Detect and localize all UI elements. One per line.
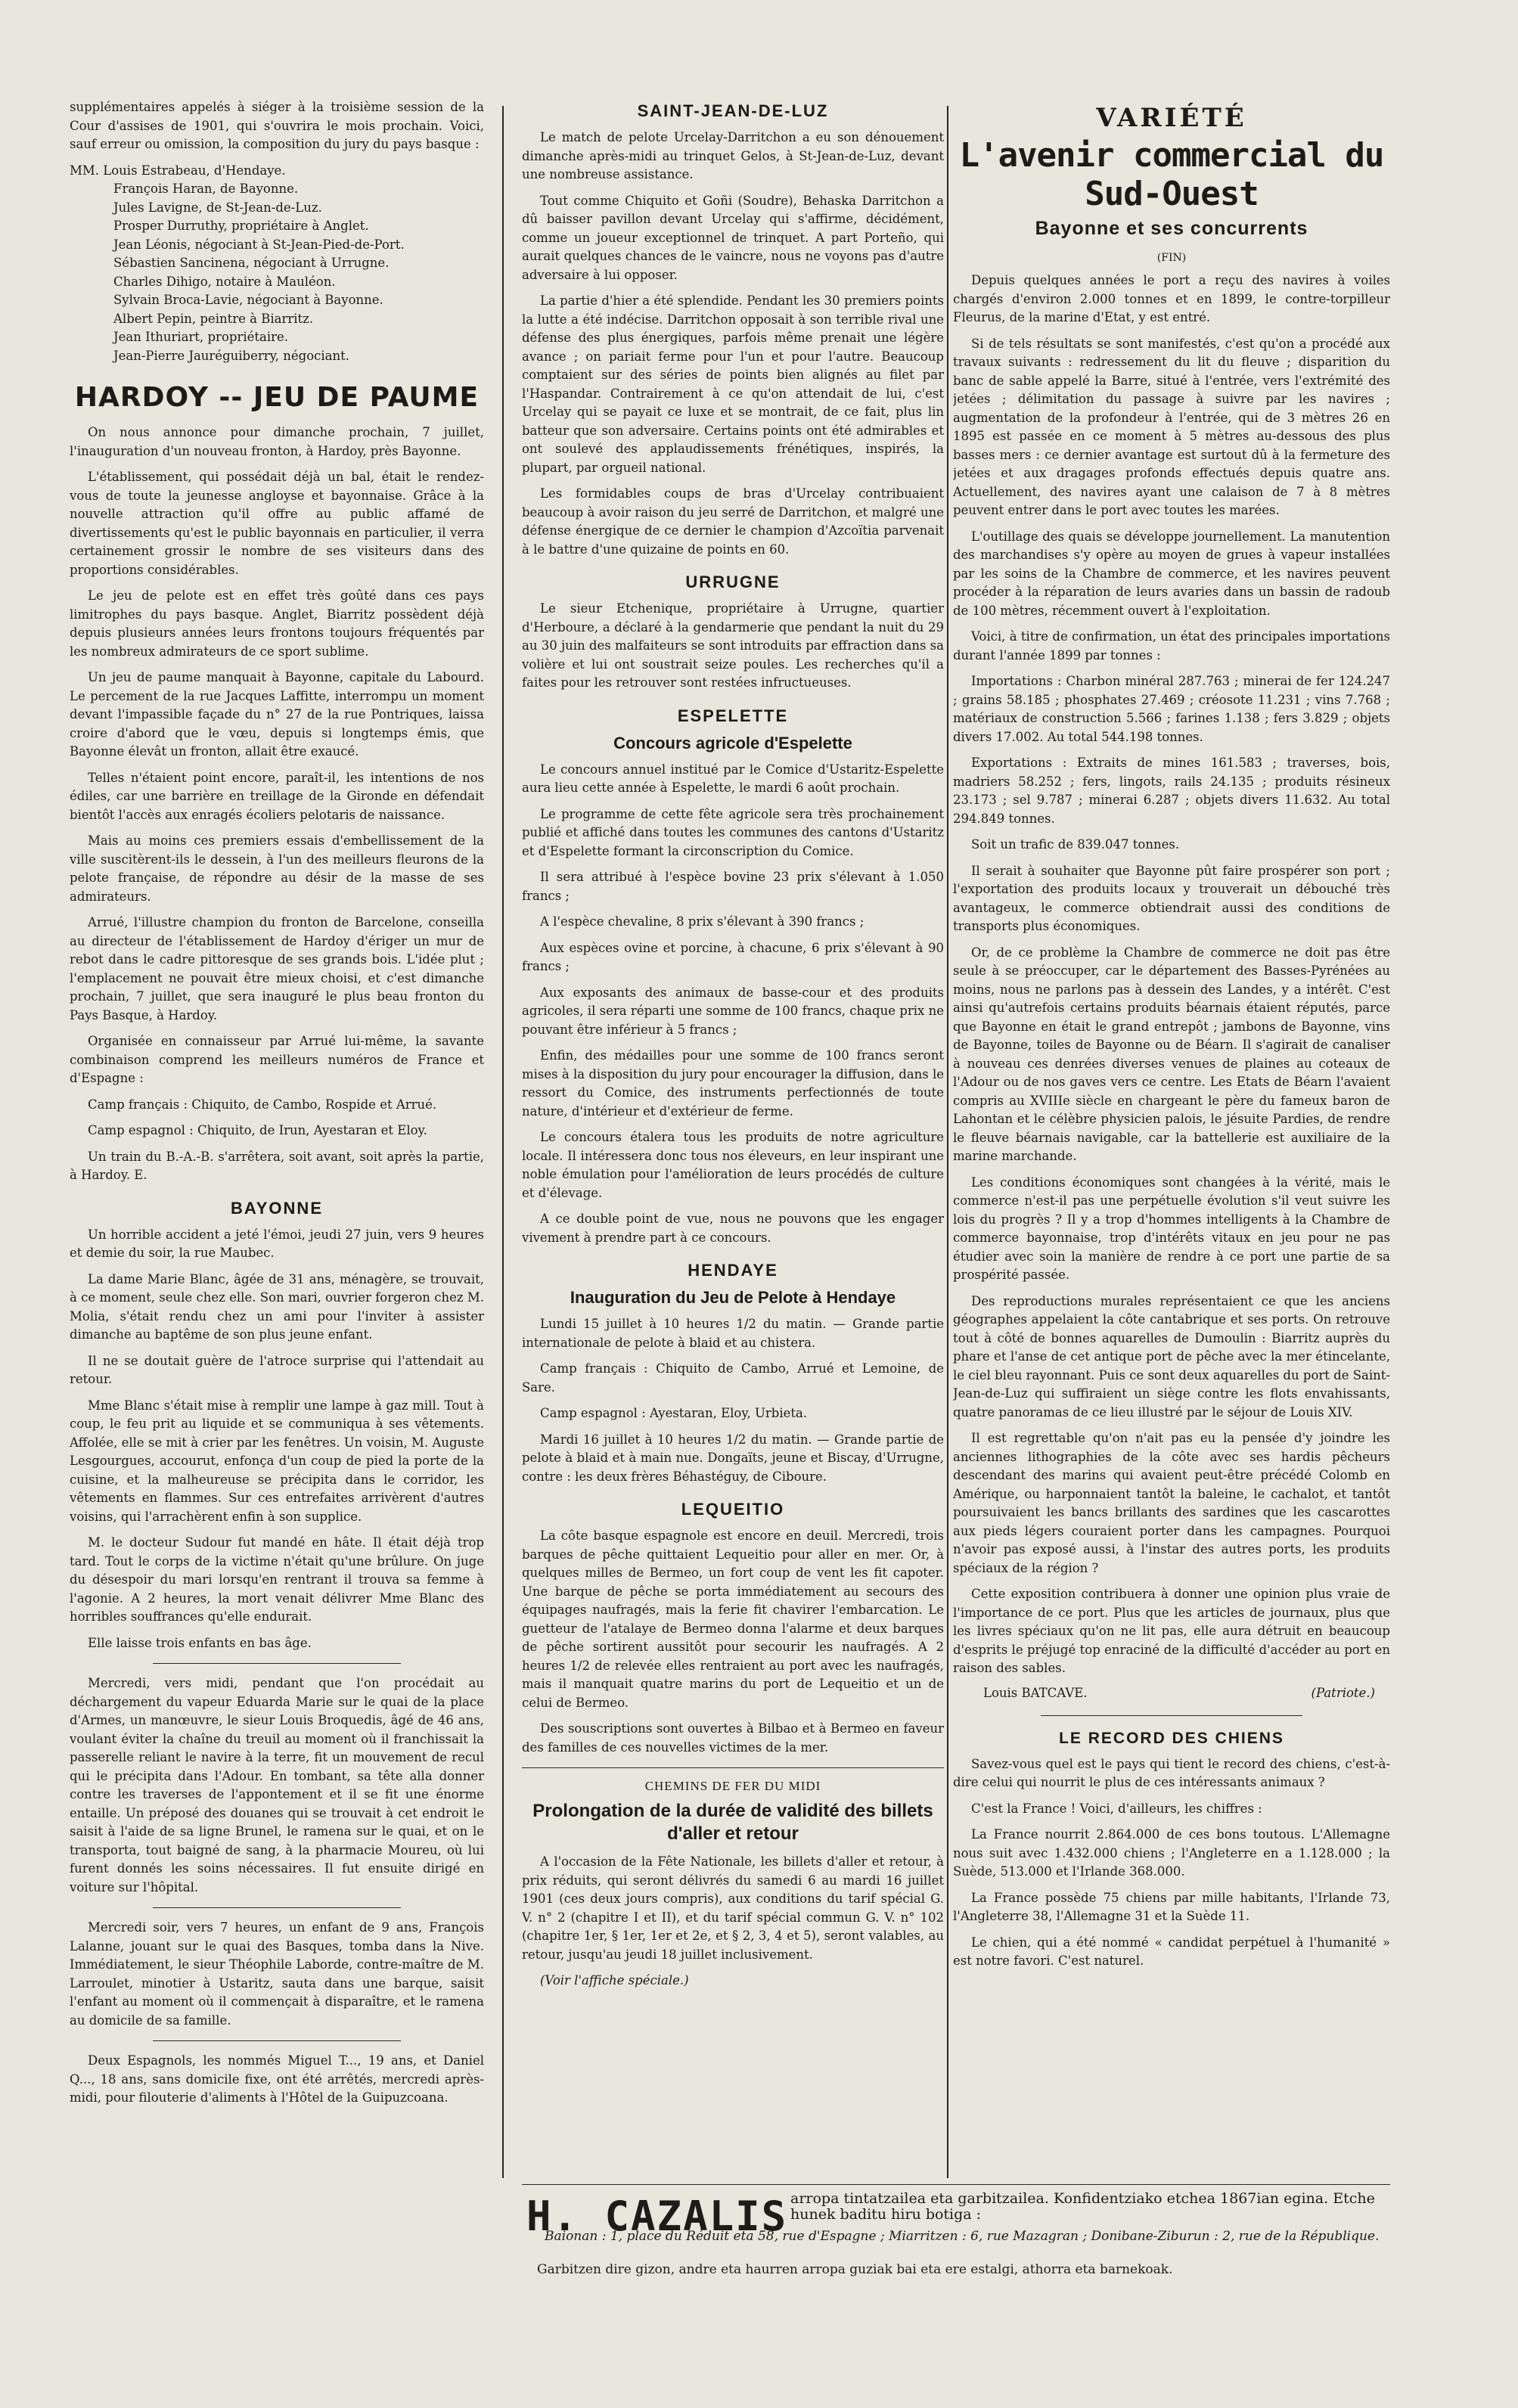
variete-heading: VARIÉTÉ [1096, 103, 1247, 133]
juror-item: Jules Lavigne, de St-Jean-de-Luz. [113, 200, 322, 215]
article-paragraph: Le concours annuel institué par le Comice d'Ustaritz-Espelette aura lieu cette année à Espelette, le mardi 6 août prochain. [522, 762, 944, 795]
article-paragraph: Or, de ce problème la Chambre de commerce ne doit pas être seule à se préoccuper, car le département des Basses-Pyrénées au moins, nous ne parlons pas à dessein des Landes, y a intérêt. C'est ainsi qu'autrefois certains produits béarnais étaient réputés, parce que Bayonne en était le grand entrepôt ; jambons de Bayonne, vins de Bayonne, toiles de Bayonne ou de Béarn. Il s'agirait de canaliser à nouveau ces denrées diverses venues de plaines au coteaux de l'Adour ou de nos gaves vers ce centre. Les Etats de Béarn l'avaient compris au XVIIIe siècle en chargeant le père du fameux baron de Lahontan et le célèbre physicien palois, le jésuite Pardies, de rendre le fleuve béarnais navigable, car la battellerie est auxiliaire de la marine marchande. [953, 945, 1390, 1163]
juror-list [70, 162, 484, 366]
juror-item: Prosper Durruthy, propriétaire à Anglet. [113, 219, 369, 233]
article-paragraph: Deux Espagnols, les nommés Miguel T..., 19 ans, et Daniel Q..., 18 ans, sans domicile fixe, ont été arrêtés, mercredi après-midi, pour filouterie d'aliments à l'Hôtel de la Guipuzcoana. [70, 2053, 484, 2105]
article-paragraph: Il ne se doutait guère de l'atroce surprise qui l'attendait au retour. [70, 1353, 484, 1386]
juror-item: Jean Léonis, négociant à St-Jean-Pied-de-Port. [113, 237, 405, 252]
article-paragraph: Le concours étalera tous les produits de notre agriculture locale. Il intéressera donc tous nos éleveurs, en leur inspirant une noble émulation pour l'amélioration de leurs procédés de culture et d'élevage. [522, 1130, 944, 1200]
article-paragraph: On nous annonce pour dimanche prochain, 7 juillet, l'inauguration d'un nouveau fronton, à Hardoy, près Bayonne. [70, 425, 484, 458]
fin-label: (FIN) [1156, 252, 1187, 264]
article-paragraph: A l'espèce chevaline, 8 prix s'élevant à 390 francs ; [540, 914, 865, 929]
article-paragraph: Un train du B.-A.-B. s'arrêtera, soit avant, soit après la partie, à Hardoy. E. [70, 1149, 484, 1182]
article-paragraph: Le jeu de pelote est en effet très goûté dans ces pays limitrophes du pays basque. Anglet, Biarritz possèdent déjà depuis plusieurs années leurs frontons toujours fréquentés par les nombreux admirateurs de ce sport sublime. [70, 588, 484, 659]
article-paragraph: Le chien, qui a été nommé « candidat perpétuel à l'humanité » est notre favori. C'est naturel. [953, 1935, 1390, 1968]
article-paragraph: Des souscriptions sont ouvertes à Bilbao et à Bermeo en faveur des familles de ces nouvelles victimes de la mer. [522, 1721, 944, 1755]
record-heading: LE RECORD DES CHIENS [1059, 1729, 1284, 1747]
article-paragraph: Exportations : Extraits de mines 161.583 ; traverses, bois, madriers 58.252 ; fers, lingots, rails 24.135 ; produits résineux 23.173 ; sel 9.787 ; minerai 6.287 ; objets divers 11.632. Au total 294.849 tonnes. [953, 756, 1390, 826]
article-paragraph: Le match de pelote Urcelay-Darritchon a eu son dénouement dimanche après-midi au trinquet Gelos, à St-Jean-de-Luz, devant une nombreuse assistance. [522, 130, 944, 182]
article-subtitle: Bayonne et ses concurrents [1035, 218, 1308, 239]
article-paragraph: C'est la France ! Voici, d'ailleurs, les chiffres : [971, 1801, 1262, 1816]
article-paragraph: La France nourrit 2.864.000 de ces bons toutous. L'Allemagne nous suit avec 1.432.000 chiens ; l'Angleterre en a 1.128.000 ; la Suède, 513.000 et l'Irlande 368.000. [953, 1827, 1390, 1879]
column-3 [953, 98, 1390, 2133]
jury-intro: supplémentaires appelés à siéger à la troisième session de la Cour d'assises de 1901, qui s'ouvrira le mois prochain. Voici, sauf erreur ou omission, la composition du jury du pays basque : [70, 100, 484, 151]
ad-closing: Garbitzen dire gizon, andre eta haurren arropa guziak bai eta ere estalgi, athorra eta barnekoak. [537, 2262, 1173, 2277]
article-paragraph: Le sieur Etchenique, propriétaire à Urrugne, quartier d'Herboure, a déclaré à la gendarmerie que pendant la nuit du 29 au 30 juin des malfaiteurs se sont introduits par effraction dans sa volière et lui ont soustrait seize poules. Les recherches qu'il a faites pour les retrouver sont restées infructueuses. [522, 601, 944, 690]
article-paragraph: Mercredi, vers midi, pendant que l'on procédait au déchargement du vapeur Eduarda Marie sur le quai de la place d'Armes, un manœuvre, le sieur Louis Broquedis, âgé de 46 ans, voulant éviter la chaîne du treuil au moment où il franchissait la passerelle reliant le navire à la terre, fit un mouvement de recul qui le précipita dans l'Adour. En tombant, sa tête alla donner contre les traverses de l'appontement et il se fit une énorme entaille. Un préposé des douanes qui se trouvait à cet endroit le saisit à l'aide de sa ligne Brunel, le ramena sur le quai, et on le transporta, tout baigné de sang, à la pharmacie Moureu, où lui furent donnés les soins nécessaires. Il fut ensuite dirigé en voiture sur l'hôpital. [70, 1676, 484, 1894]
lequeitio-heading: LEQUEITIO [681, 1500, 785, 1519]
article-paragraph: Savez-vous quel est le pays qui tient le record des chiens, c'est-à-dire celui qui nourrit le plus de ces intéressants animaux ? [953, 1756, 1390, 1789]
juror-item: Albert Pepin, peintre à Biarritz. [113, 311, 314, 326]
article-paragraph: Camp espagnol : Ayestaran, Eloy, Urbieta. [540, 1406, 808, 1420]
author-name: Louis BATCAVE. [983, 1685, 1088, 1700]
article-paragraph: Organisée en connaisseur par Arrué lui-même, la savante combinaison comprend les meilleurs numéros de France et d'Espagne : [70, 1034, 484, 1085]
article-paragraph: Il serait à souhaiter que Bayonne pût faire prospérer son port ; l'exportation des produits locaux y trouverait un débouché très avantageux, le commerce obtiendrait aussi des conditions de transports plus économiques. [953, 863, 1390, 933]
article-paragraph: Il sera attribué à l'espèce bovine 23 prix s'élevant à 1.050 francs ; [522, 870, 944, 903]
article-paragraph: Aux exposants des animaux de basse-cour et des produits agricoles, il sera réparti une somme de 100 francs, chaque prix ne pouvant être inférieur à 5 francs ; [522, 985, 944, 1037]
article-paragraph: Le programme de cette fête agricole sera très prochainement publié et affiché dans toutes les communes des cantons d'Ustaritz et d'Espelette formant la circonscription du Comice. [522, 806, 944, 858]
separator [153, 1907, 402, 1908]
separator [522, 1767, 944, 1768]
article-paragraph: Arrué, l'illustre champion du fronton de Barcelone, conseilla au directeur de l'établissement de Hardoy d'ériger un mur de rebot dans le cadre pittoresque de ses grands bois. L'idée plut ; l'emplacement ne pouvait être mieux choisi, et c'est dimanche prochain, 7 juillet, que sera inauguré le plus beau fronton du Pays Basque, à Hardoy. [70, 915, 484, 1022]
bayonne-heading: BAYONNE [231, 1198, 323, 1218]
article-paragraph: La France possède 75 chiens par mille habitants, l'Irlande 73, l'Angleterre 38, l'Allemagne 31 et la Suède 11. [953, 1890, 1390, 1923]
juror-item: Sylvain Broca-Lavie, négociant à Bayonne. [113, 293, 383, 307]
cazalis-advertisement [522, 2184, 1390, 2283]
article-paragraph: Un jeu de paume manquait à Bayonne, capitale du Labourd. Le percement de la rue Jacques Laffitte, interrompu un moment devant l'impassible façade du n° 27 de la rue Pontriques, laissa croire d'abord que le vœu, depuis si longtemps émis, que Bayonne élevât un fronton, allait être exaucé. [70, 670, 484, 759]
hardoy-heading: HARDOY -- JEU DE PAUME [74, 382, 480, 413]
juror-item: Jean-Pierre Jauréguiberry, négociant. [113, 348, 350, 363]
espelette-subheading: Concours agricole d'Espelette [613, 733, 852, 752]
article-paragraph: Enfin, des médailles pour une somme de 100 francs seront mises à la disposition du jury pour encourager la diffusion, dans le ressort du Comice, des instruments perfectionnés de toute nature, d'intérieur et d'extérieur de ferme. [522, 1048, 944, 1119]
article-paragraph: Les formidables coups de bras d'Urcelay contribuaient beaucoup à avoir raison du jeu serré de Darritchon, et malgré une défense énergique de ce dernier le champion d'Azcoïtia parvenait à le battre d'une quizaine de points en 60. [522, 486, 944, 557]
separator [1041, 1715, 1303, 1716]
hendaye-subheading: Inauguration du Jeu de Pelote à Hendaye [570, 1288, 896, 1307]
juror-item: Sébastien Sancinena, négociant à Urrugne. [113, 256, 390, 270]
article-paragraph: La partie d'hier a été splendide. Pendant les 30 premiers points la lutte a été indécise. Darritchon opposait à son terrible rival une défense des plus énergiques, parfois même prenait une légère avance ; on pariait ferme pour l'un et pour l'autre. Beaucoup comptaient sur des séries de points bien alignés au filet par l'Haspandar. Contrairement à ce qu'on attendait de lui, c'est Urcelay qui se payait ce luxe et se montrait, de ce fait, plus lin batteur que son adversaire. Certains points ont été admirables et ont soulevé des applaudissements frénétiques, inspirés, la plupart, par orgueil national. [522, 293, 944, 475]
article-paragraph: A ce double point de vue, nous ne pouvons que les engager vivement à prendre part à ce concours. [522, 1212, 944, 1245]
sjl-heading: SAINT-JEAN-DE-LUZ [637, 101, 829, 120]
article-paragraph: La dame Marie Blanc, âgée de 31 ans, ménagère, se trouvait, à ce moment, seule chez elle. Son mari, ouvrier forgeron chez M. Molia, s'était rendu chez un ami pour l'inviter à assister dimanche au baptême de son plus jeune enfant. [70, 1271, 484, 1342]
ad-logo: H. CAZALIS [526, 2192, 788, 2240]
juror-item: Jean Ithuriart, propriétaire. [113, 330, 289, 344]
article-paragraph: Voici, à titre de confirmation, un état des principales importations durant l'année 1899 par tonnes : [953, 629, 1390, 663]
article-paragraph: Cette exposition contribuera à donner une opinion plus vraie de l'importance de ce port. Plus que les articles de journaux, plus que les livres spéciaux qu'on ne lit pas, elle aura détruit en beaucoup d'esprits le préjugé top enraciné de la difficulté d'accéder au port en raison des sables. [953, 1587, 1390, 1675]
juror-item: François Haran, de Bayonne. [113, 182, 299, 196]
article-paragraph: Mercredi soir, vers 7 heures, un enfant de 9 ans, François Lalanne, jouant sur le quai des Basques, tomba dans la Nive. Immédiatement, le sieur Théophile Laborde, contre-maître de M. Larroulet, minotier à Ustaritz, sauta dans une barque, saisit l'enfant au moment où il commençait à disparaître, et le ramena au domicile de sa famille. [70, 1920, 484, 2028]
article-paragraph: Elle laisse trois enfants en bas âge. [88, 1635, 312, 1650]
article-paragraph: Mardi 16 juillet à 10 heures 1/2 du matin. — Grande partie de pelote à blaid et à main nue. Dongaïts, jeune et Biscay, d'Urrugne, contre : les deux frères Béhastéguy, de Ciboure. [522, 1432, 944, 1484]
rail-note: (Voir l'affiche spéciale.) [540, 1973, 689, 1988]
ad-addresses: Baionan : 1, place du Réduit eta 58, rue d'Espagne ; Miarritzen : 6, rue Mazagran ; Donibane-Ziburun : 2, rue de la République. [545, 2229, 1380, 2244]
juror-item: MM. Louis Estrabeau, d'Hendaye. [70, 163, 286, 178]
article-paragraph: L'établissement, qui possédait déjà un bal, était le rendez-vous de toute la jeunesse angloyse et bayonnaise. Grâce à la nouvelle attraction qu'il offre au public affamé de divertissements qu'est le public bayonnais en particulier, il verra certainement grossir le nombre de ses visiteurs dans des proportions considérables. [70, 470, 484, 577]
article-paragraph: Mme Blanc s'était mise à remplir une lampe à gaz mill. Tout à coup, le feu prit au liquide et se communiqua à ses vêtements. Affolée, elle se mit à crier par les fenêtres. Un voisin, M. Auguste Lesgourgues, accourut, enfonça d'un coup de pied la porte de la cuisine, et la malheureuse se précipita dans le corridor, les vêtements en flammes. Sur ces entrefaites arrivèrent d'autres voisins, qui l'arrachèrent enfin à son supplice. [70, 1398, 484, 1524]
article-paragraph: Si de tels résultats se sont manifestés, c'est qu'on a procédé aux travaux suivants : redressement du lit du fleuve ; disparition du banc de sable appelé la Barre, situé à l'entrée, vers l'extrémité des jetées ; délimitation du passage à suivre par les navires ; augmentation de la profondeur à l'entrée, qui de 3 mètres 26 en 1895 est passée en ce moment à 5 mètres au-dessous des plus basses mers : ce dernier avantage est surtout dû à la fermeture des jetées et aux dragages profonds effectués depuis quatre ans. Actuellement, des navires ayant une calaison de 7 à 8 mètres peuvent entrer dans le port avec toutes les marées. [953, 336, 1390, 517]
article-paragraph: La côte basque espagnole est encore en deuil. Mercredi, trois barques de pêche quittaient Lequeitio pour aller en mer. Or, à quelques milles de Bermeo, un fort coup de vent les fit capoter. Une barque de pêche se porta immédiatement au secours des équipages naufragés, mais la ferie fit chavirer l'embarcation. Le guetteur de l'atalaye de Bermeo donna l'alarme et deux barques de pêche sortirent aussitôt pour secourir les naufragés. A 2 heures 1/2 de relevée elles rentraient au port avec les naufragés, mais il manquait quatre marins du port de Lequeitio et un de celui de Bermeo. [522, 1528, 944, 1710]
signoff [953, 1686, 1390, 1700]
article-paragraph: M. le docteur Sudour fut mandé en hâte. Il était déjà trop tard. Tout le corps de la victime n'était qu'une brûlure. On juge du désespoir du mari lorsqu'en rentrant il trouva sa femme à l'agonie. A 2 heures, la mort venait délivrer Mme Blanc des horribles souffrances qu'elle endurait. [70, 1535, 484, 1624]
rail-header: CHEMINS DE FER DU MIDI [644, 1779, 821, 1793]
espelette-heading: ESPELETTE [677, 706, 789, 725]
separator [153, 2040, 402, 2041]
separator [153, 1663, 402, 1664]
juror-item: Charles Dihigo, notaire à Mauléon. [113, 274, 336, 289]
column-2 [522, 98, 944, 2276]
article-paragraph: Les conditions économiques sont changées à la vérité, mais le commerce n'est-il pas une perpétuelle évolution s'il veut suivre les lois du progrès ? Il y a trop d'hommes intelligents à la Chambre de commerce bayonnaise, trop d'intérêts vitaux en jeu pour ne pas étudier avec soin la manière de rendre à ce port une partie de sa prospérité passée. [953, 1175, 1390, 1282]
article-paragraph: Des reproductions murales représentaient ce que les anciens géographes appelaient la côte cantabrique et ses ports. On retrouve tout à côté de bonnes aquarelles de Dumoulin : Biarritz auprès du phare et l'anse de cet antique port de pêche avec la mer étincelante, le ciel bleu rayonnant. Puis ce sont deux aquarelles du port de Saint-Jean-de-Luz qui suffiraient un siège contre les flots envahissants, quatre panoramas de ce lieu illustré par le séjour de Louis XIV. [953, 1293, 1390, 1420]
article-paragraph: L'outillage des quais se développe journellement. La manutention des marchandises s'y opère au moyen de grues à vapeur installées par les soins de la Chambre de commerce, et les navires peuvent procéder à la réparation de leurs avaries dans un bassin de radoub de 100 mètres, récemment ouvert à l'exploitation. [953, 529, 1390, 618]
article-paragraph: Aux espèces ovine et porcine, à chacune, 6 prix s'élevant à 90 francs ; [522, 940, 944, 973]
ad-tagline: arropa tintatzailea eta garbitzailea. Konfidentziako etchea 1867ian egina. Etche hunek baditu hiru botiga : [790, 2190, 1375, 2223]
article-paragraph: A l'occasion de la Fête Nationale, les billets d'aller et retour, à prix réduits, qui seront délivrés du samedi 6 au mardi 16 juillet 1901 (ces deux jours compris), aux conditions du tarif spécial G. V. n° 2 (chapitre I et II), et du tarif spécial commun G. V. n° 102 (chapitre 1er, § 1er, 1er et 2e, et § 2, 3, 4 et 5), seront valables, au retour, jusqu'au jeudi 18 juillet inclusivement. [522, 1854, 944, 1962]
article-paragraph: Importations : Charbon minéral 287.763 ; minerai de fer 124.247 ; grains 58.185 ; phosphates 27.469 ; créosote 11.231 ; vins 7.768 ; matériaux de construction 5.566 ; farines 1.138 ; fers 3.829 ; objets divers 17.002. Au total 544.198 tonnes. [953, 674, 1390, 744]
hendaye-heading: HENDAYE [688, 1261, 778, 1280]
article-paragraph: Depuis quelques années le port a reçu des navires à voiles chargés d'environ 2.000 tonnes et en 1899, le contre-torpilleur Fleurus, de la marine d'Etat, y est entré. [953, 273, 1390, 324]
rail-title: Prolongation de la durée de validité des billets d'aller et retour [532, 1801, 933, 1844]
article-paragraph: Un horrible accident a jeté l'émoi, jeudi 27 juin, vers 9 heures et demie du soir, la rue Maubec. [70, 1227, 484, 1260]
article-paragraph: Mais au moins ces premiers essais d'embellissement de la ville suscitèrent-ils le dessein, à l'un des meilleurs fleurons de la pelote française, de répondre au désir de la masse de ses admirateurs. [70, 833, 484, 904]
urrugne-heading: URRUGNE [685, 573, 781, 591]
article-paragraph: Lundi 15 juillet à 10 heures 1/2 du matin. — Grande partie internationale de pelote à blaid et au chistera. [522, 1317, 944, 1350]
article-paragraph: Camp français : Chiquito, de Cambo, Rospide et Arrué. [88, 1097, 437, 1112]
source-name: (Patriote.) [1311, 1685, 1375, 1700]
article-paragraph: Telles n'étaient point encore, paraît-il, les intentions de nos édiles, car une barrière en treillage de la Gironde en défendait bientôt l'accès aux enragés écoliers pelotaris de naissance. [70, 770, 484, 822]
article-paragraph: Soit un trafic de 839.047 tonnes. [971, 837, 1180, 852]
column-rule-right [947, 106, 948, 2178]
article-paragraph: Tout comme Chiquito et Goñi (Soudre), Behaska Darritchon a dû baisser pavillon devant Urcelay qui s'affirme, décidément, comme un joueur exceptionnel de trinquet. A part Porteño, qui aurait quelques chances de le vaincre, nous ne voyons pas d'autre adversaire à lui opposer. [522, 193, 944, 282]
article-paragraph: Camp espagnol : Chiquito, de Irun, Ayestaran et Eloy. [88, 1123, 427, 1137]
column-1 [70, 98, 484, 2322]
article-title: L'avenir commercial du Sud-Ouest [959, 136, 1384, 213]
article-paragraph: Camp français : Chiquito de Cambo, Arrué et Lemoine, de Sare. [522, 1361, 944, 1395]
column-rule-left [502, 106, 504, 2178]
article-paragraph: Il est regrettable qu'on n'ait pas eu la pensée d'y joindre les anciennes lithographies de la côte avec ses hardis pêcheurs descendant des marins qui avaient peut-être précédé Colomb en Amérique, ou harponnaient tantôt la baleine, le cachalot, et tantôt poursuivaient les bancs brillants des sardines que les cascarottes aux pieds légers couraient porter dans les campagnes. Pourquoi n'avoir pas exposé aussi, à l'instar des autres ports, les produits spéciaux de la région ? [953, 1431, 1390, 1575]
